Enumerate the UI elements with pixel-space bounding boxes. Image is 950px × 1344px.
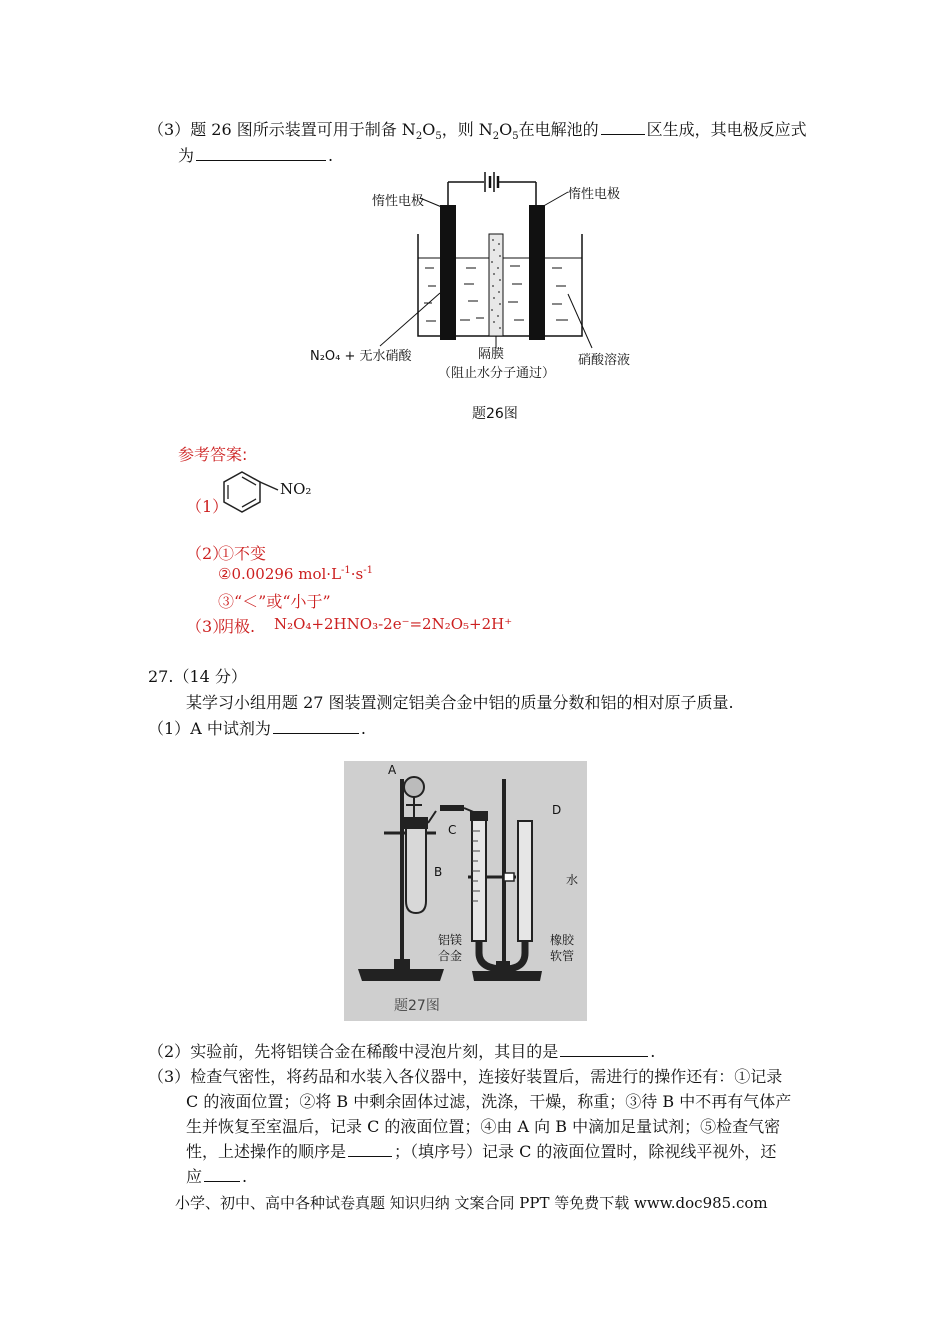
question-number: （3）: [148, 120, 191, 139]
text: 题 26 图所示装置可用于制备 N: [190, 120, 416, 139]
label-tube-line2: 软管: [550, 949, 575, 963]
q27-part3-line5: [186, 1164, 247, 1187]
q26-part3-line2: [178, 143, 333, 166]
text: 在电解池的: [518, 120, 599, 139]
answer-blank[interactable]: [196, 159, 326, 161]
figure-26-caption: 题26图: [472, 406, 518, 422]
text: .: [360, 719, 366, 738]
right-solution-label: 硝酸溶液: [578, 353, 631, 368]
subscript: 5: [435, 131, 442, 143]
superscript: -1: [341, 565, 351, 576]
answer-blank[interactable]: [348, 1155, 392, 1157]
footer-text: 小学、初中、高中各种试卷真题 知识归纳 文案合同 PPT 等免费下载 www.doc985.com: [175, 1194, 768, 1212]
label-alloy-line1: 铝镁: [438, 933, 463, 947]
benzene-ring-structure: [218, 468, 328, 514]
subscript: 2: [492, 131, 500, 143]
text: 应: [186, 1167, 203, 1186]
q27-part2: [148, 1039, 655, 1062]
text: .: [242, 1167, 248, 1186]
text: ②0.00296 mol·L: [218, 565, 342, 583]
answer-2-item1: ①不变: [218, 544, 267, 563]
label-c: C: [448, 823, 457, 837]
text: .: [650, 1042, 656, 1061]
nitro-group-label: NO₂: [280, 480, 312, 498]
label-water: 水: [566, 873, 579, 887]
answer-3-number: （3）: [186, 617, 229, 636]
text: ；（填序号）记录 C 的液面位置时，除视线平视外，还: [394, 1142, 777, 1161]
label-tube-line1: 橡胶: [550, 933, 575, 947]
answer-blank[interactable]: [204, 1180, 240, 1182]
subscript: 5: [512, 131, 519, 143]
text: 区生成，其电极反应式: [646, 120, 807, 139]
question-number: （2）: [148, 1042, 191, 1061]
text: ·s: [350, 565, 364, 583]
membrane-note-label: （阻止水分子通过）: [438, 366, 556, 381]
text: 性，上述操作的顺序是: [186, 1142, 347, 1161]
text: .: [328, 146, 334, 165]
left-solution-label: N₂O₄ + 无水硝酸: [310, 349, 412, 364]
answer-blank[interactable]: [273, 732, 359, 734]
answer-heading: 参考答案:: [178, 445, 248, 464]
superscript: -1: [363, 565, 373, 576]
answer-2-item3: ③“＜”或“小于”: [218, 592, 331, 611]
answer-3-text: 阴极.: [218, 617, 256, 636]
text: 实验前，先将铝镁合金在稀酸中浸泡片刻，其目的是: [190, 1042, 559, 1061]
right-electrode-label: 惰性电极: [568, 187, 621, 202]
answer-blank[interactable]: [601, 133, 645, 135]
text: O: [499, 120, 513, 139]
q27-part3-line3: 生并恢复至室温后，记录 C 的液面位置；④由 A 向 B 中滴加足量试剂；⑤检查气密: [186, 1117, 781, 1136]
membrane-label: 隔膜: [478, 347, 505, 362]
text: ，则 N: [441, 120, 493, 139]
left-electrode-label: 惰性电极: [372, 194, 425, 209]
label-b: B: [434, 865, 443, 879]
label-a: A: [388, 763, 397, 777]
q27-part3-line4: [186, 1139, 776, 1162]
q27-part3-line1: [148, 1064, 782, 1087]
q27-part3-line2: C 的液面位置；②将 B 中剩余固体过滤，洗涤，干燥，称重；③待 B 中不再有气体产: [186, 1092, 792, 1111]
answer-2-number: （2）: [186, 544, 229, 563]
q26-part3-line1: [148, 117, 807, 142]
answer-3-equation: N₂O₄+2HNO₃-2e⁻=2N₂O₅+2H⁺: [274, 615, 513, 633]
subscript: 2: [415, 131, 423, 143]
text: 为: [178, 146, 195, 165]
figure-27-caption: 题27图: [394, 998, 440, 1014]
answer-2-item2: [218, 565, 373, 583]
answer-1-number: （1）: [186, 497, 229, 516]
figure-27-apparatus: [344, 761, 587, 1021]
q27-part1: [148, 716, 366, 739]
question-number: （1）: [148, 719, 191, 738]
q27-intro: 某学习小组用题 27 图装置测定铝美合金中铝的质量分数和铝的相对原子质量.: [186, 693, 734, 712]
label-d: D: [552, 803, 562, 817]
figure-27-photo: [344, 761, 587, 1021]
text: O: [422, 120, 436, 139]
text: 检查气密性，将药品和水装入各仪器中，连接好装置后，需进行的操作还有：①记录: [190, 1067, 783, 1086]
text: A 中试剂为: [190, 719, 271, 738]
label-alloy-line2: 合金: [438, 949, 463, 963]
question-number: （3）: [148, 1067, 191, 1086]
q27-title: 27.（14 分）: [148, 667, 247, 686]
answer-blank[interactable]: [560, 1055, 648, 1057]
